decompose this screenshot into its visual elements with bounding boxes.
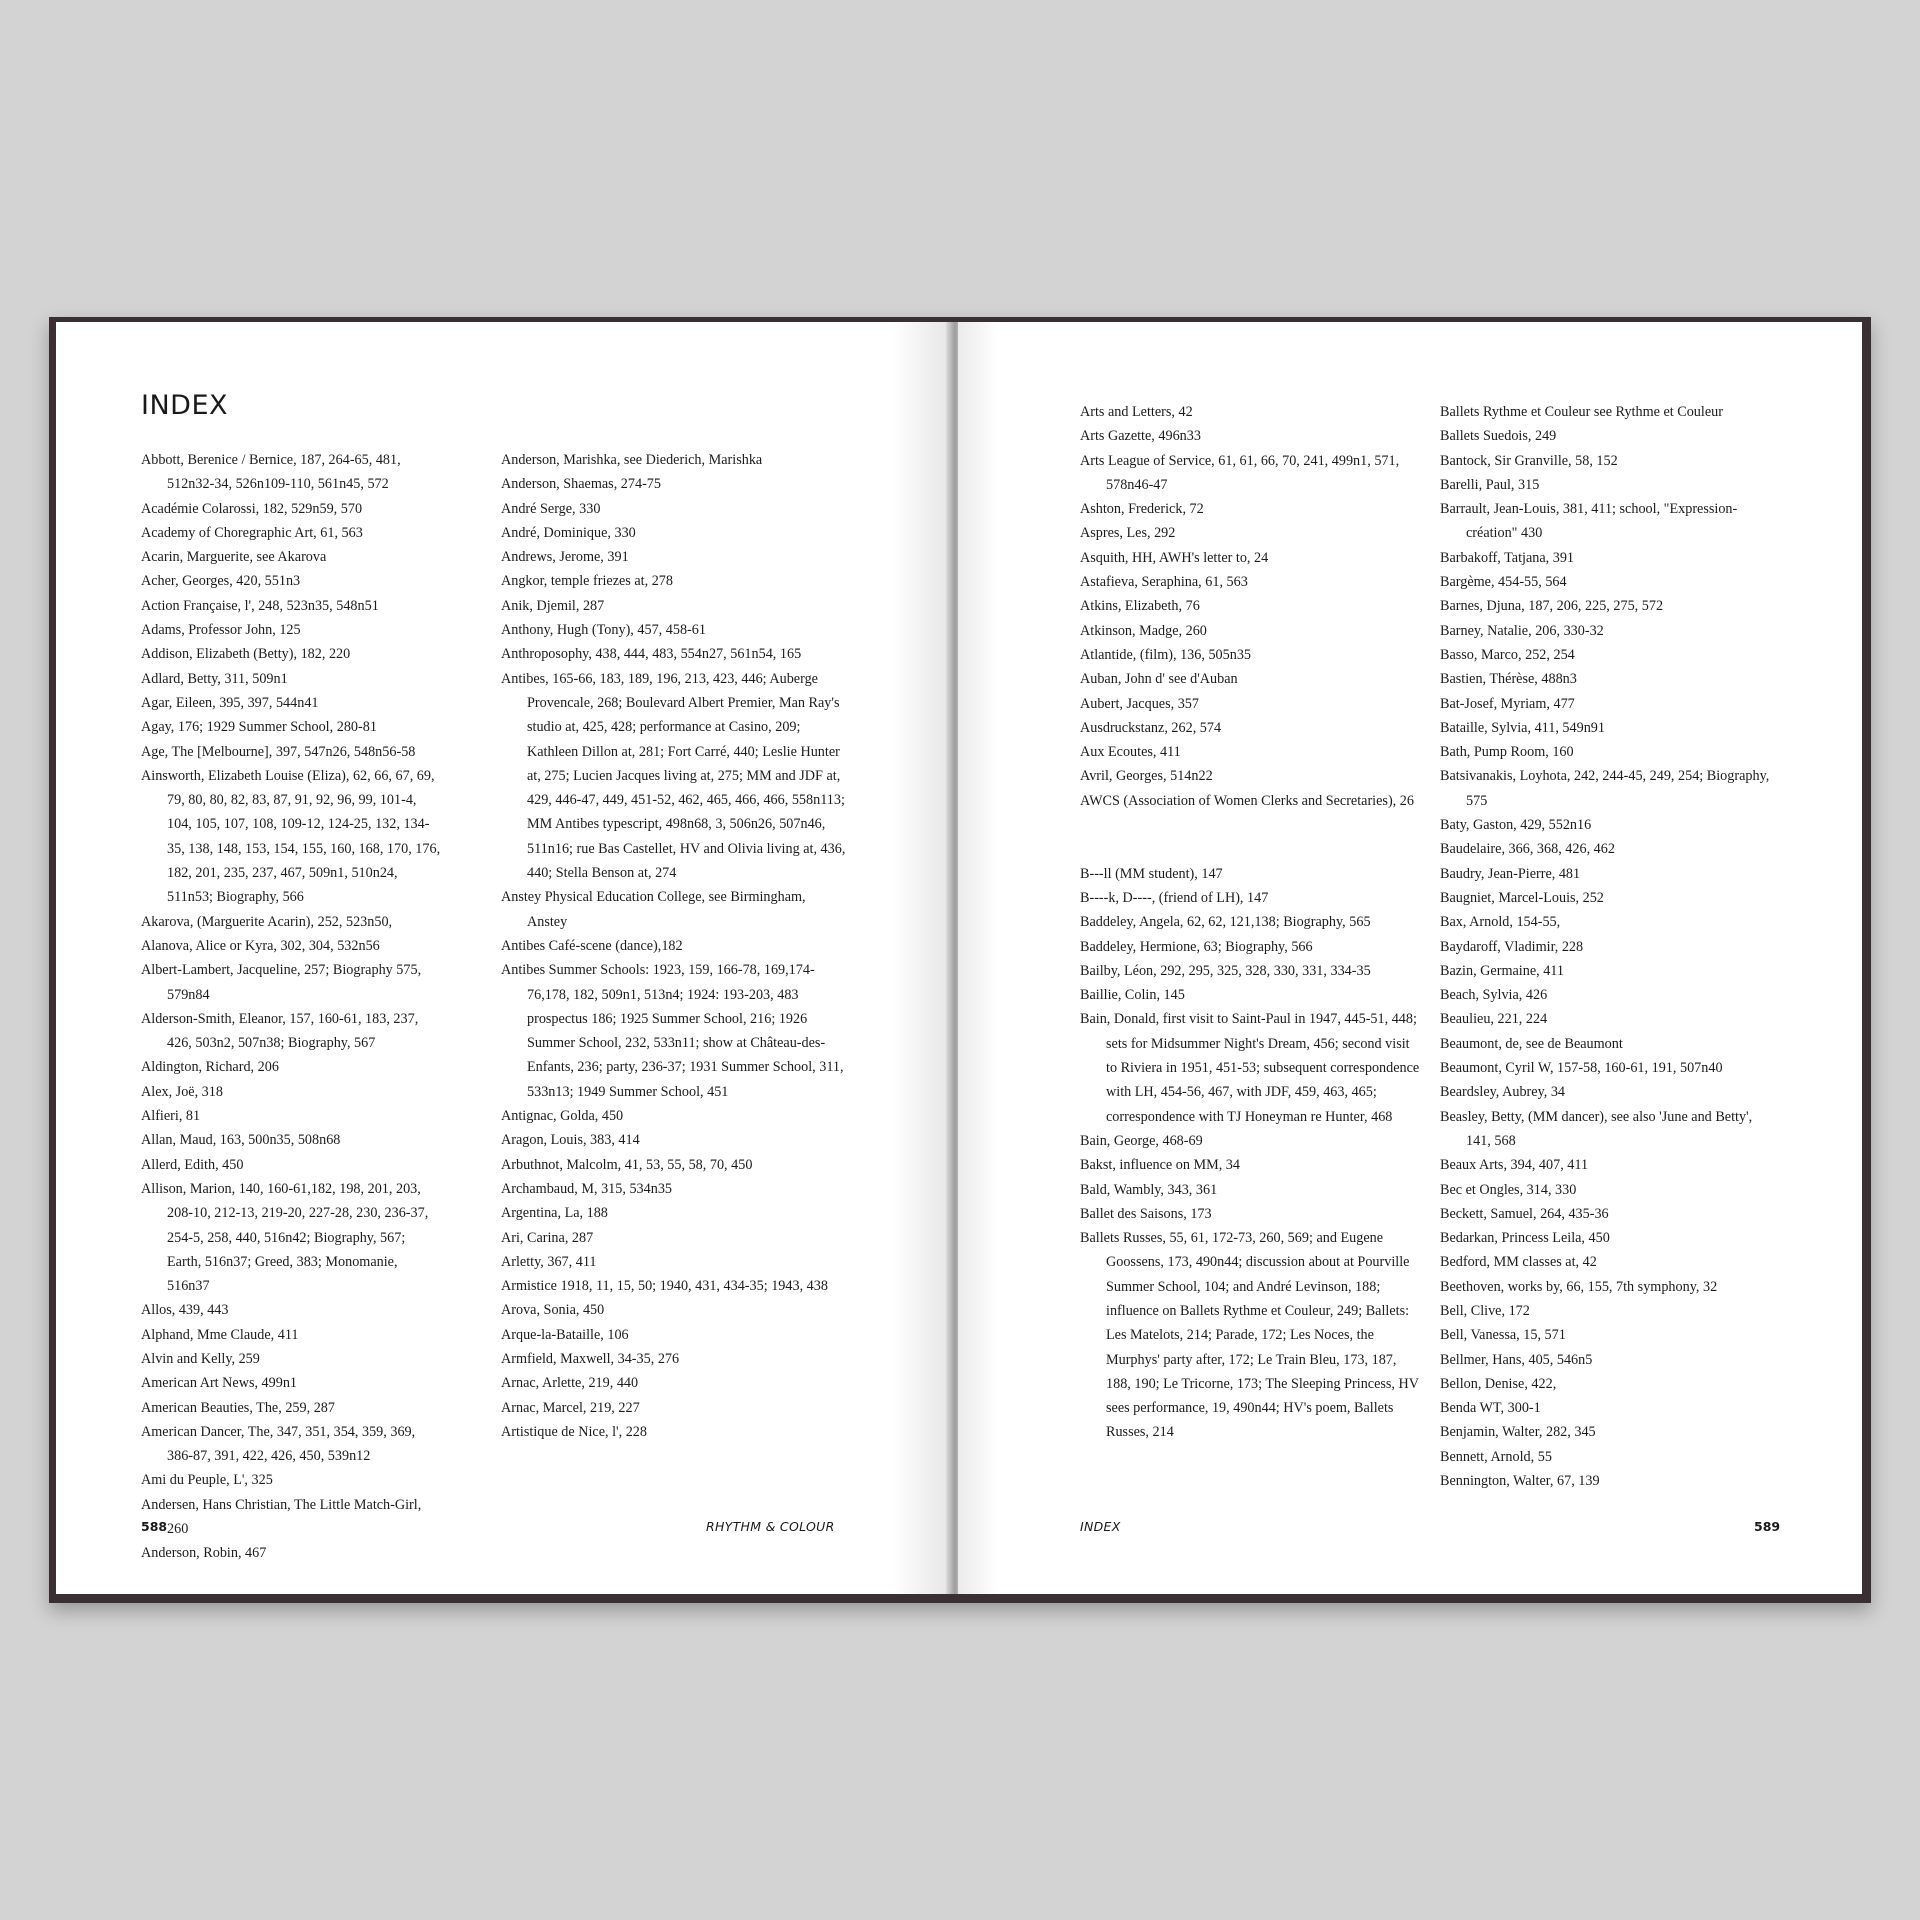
index-entry: Basso, Marco, 252, 254 [1440, 646, 1575, 663]
page-number-left: 588 [141, 1519, 168, 1534]
index-entry: Ballets Rythme et Couleur see Rythme et Couleur [1440, 404, 1723, 420]
index-entry: Ballet des Saisons, 173 [1080, 1205, 1212, 1222]
index-entry: Acarin, Marguerite, see Akarova [141, 549, 327, 566]
index-entry: Barney, Natalie, 206, 330-32 [1440, 622, 1604, 639]
index-entry: Astafieva, Seraphina, 61, 563 [1080, 574, 1248, 591]
index-entry: Archambaud, M, 315, 534n35 [501, 1180, 673, 1197]
index-entry: Baddeley, Angela, 62, 62, 121,138; Biography, 565 [1080, 914, 1371, 931]
index-entry: Beaumont, Cyril W, 157-58, 160-61, 191, 507n40 [1440, 1060, 1723, 1077]
index-entry: Bedford, MM classes at, 42 [1440, 1254, 1597, 1271]
index-entry: Batsivanakis, Loyhota, 242, 244-45, 249, 254; Biography, 575 [1440, 768, 1770, 809]
index-entry: Bazin, Germaine, 411 [1440, 962, 1564, 979]
index-entry: Baydaroff, Vladimir, 228 [1440, 938, 1584, 955]
left-page [56, 322, 952, 1594]
index-entry: Allan, Maud, 163, 500n35, 508n68 [141, 1132, 341, 1149]
index-entry: Armistice 1918, 11, 15, 50; 1940, 431, 434-35; 1943, 438 [501, 1278, 828, 1295]
index-entry: Allerd, Edith, 450 [141, 1156, 244, 1173]
index-entry: Beaux Arts, 394, 407, 411 [1440, 1157, 1589, 1174]
index-entry: André, Dominique, 330 [501, 524, 636, 541]
index-entry: Andrews, Jerome, 391 [501, 549, 629, 566]
index-entry: Bain, Donald, first visit to Saint-Paul in 1947, 445-51, 448; sets for Midsummer Night's Dream, 456; second visit to Riviera in 1951, 451-53; subsequent correspondence with LH, 454-56, 467, with JDF, 459, 463, 465; correspondence with TJ Honeyman re Hunter, 468 [1080, 1011, 1420, 1125]
running-head-left: RHYTHM & COLOUR [706, 1519, 835, 1534]
index-entry: Antibes Café-scene (dance),182 [501, 937, 683, 954]
index-entry: American Dancer, The, 347, 351, 354, 359, 369, 386-87, 391, 422, 426, 450, 539n12 [141, 1423, 416, 1465]
index-entry: Baty, Gaston, 429, 552n16 [1440, 817, 1592, 834]
index-entry: Alfieri, 81 [141, 1108, 201, 1125]
index-entry: Ballets Suedois, 249 [1440, 428, 1557, 445]
index-entry: André Serge, 330 [501, 500, 601, 517]
index-entry: Ballets Russes, 55, 61, 172-73, 260, 569; and Eugene Goossens, 173, 490n44; discussion about at Pourville Summer School, 104; and André Levinson, 188; influence on Ballets Rythme et Couleur, 249; Ballets: Les Matelots, 214; Parade, 172; Les Noces, the Murphys' party after, 172; Le Train Bleu, 173, 187, 188, 190; Le Tricorne, 173; The Sleeping Princess, HV sees performance, 19, 490n44; HV's poem, Ballets Russes, 214 [1080, 1230, 1419, 1441]
index-entry: Alex, Joë, 318 [141, 1083, 223, 1100]
index-entry: Anderson, Marishka, see Diederich, Marishka [501, 452, 763, 468]
index-entry: Ami du Peuple, L', 325 [141, 1472, 273, 1489]
index-entry: Bec et Ongles, 314, 330 [1440, 1181, 1577, 1198]
index-entry: Anik, Djemil, 287 [501, 597, 605, 614]
index-entry: Bastien, Thérèse, 488n3 [1440, 671, 1577, 688]
index-column-2 [501, 448, 846, 1444]
index-entry: Beardsley, Aubrey, 34 [1440, 1084, 1566, 1101]
index-entry: Bargème, 454-55, 564 [1440, 574, 1567, 591]
index-entry: Anderson, Robin, 467 [141, 1545, 267, 1562]
index-entry: Arque-la-Bataille, 106 [501, 1326, 629, 1343]
index-entry: Anderson, Shaemas, 274-75 [501, 476, 661, 493]
index-entry: Arnac, Marcel, 219, 227 [501, 1399, 640, 1416]
index-entry: Bell, Vanessa, 15, 571 [1440, 1327, 1566, 1344]
index-entry: Bailby, Léon, 292, 295, 325, 328, 330, 331, 334-35 [1080, 962, 1371, 979]
index-entry: Auban, John d' see d'Auban [1080, 671, 1238, 688]
index-entry: AWCS (Association of Women Clerks and Secretaries), 26 [1080, 792, 1414, 809]
index-entry: Bald, Wambly, 343, 361 [1080, 1181, 1218, 1198]
index-entry: Acher, Georges, 420, 551n3 [141, 573, 301, 590]
index-entry: Bellmer, Hans, 405, 546n5 [1440, 1351, 1593, 1368]
index-entry: Bennett, Arnold, 55 [1440, 1448, 1552, 1465]
index-entry: Antibes, 165-66, 183, 189, 196, 213, 423, 446; Auberge Provencale, 268; Boulevard Albert Premier, Man Ray's studio at, 425, 428; performance at Casino, 209; Kathleen Dillon at, 281; Fort Carré, 440; Leslie Hunter at, 275; Lucien Jacques living at, 275; MM and JDF at, 429, 446-47, 449, 451-52, 462, 465, 466, 466, 558n113; MM Antibes typescript, 498n68, 3, 506n26, 507n46, 511n16; rue Bas Castellet, HV and Olivia living at, 436, 440; Stella Benson at, 274 [501, 670, 846, 882]
index-entry: Bakst, influence on MM, 34 [1080, 1157, 1240, 1174]
index-entry: B----k, D----, (friend of LH), 147 [1080, 889, 1269, 906]
index-entry: Arts Gazette, 496n33 [1080, 428, 1201, 445]
index-entry: Bennington, Walter, 67, 139 [1440, 1473, 1600, 1490]
index-entry: Arletty, 367, 411 [501, 1253, 597, 1270]
index-entry: Barelli, Paul, 315 [1440, 476, 1540, 493]
section-gap [1080, 813, 1420, 862]
index-entry: Barnes, Djuna, 187, 206, 225, 275, 572 [1440, 598, 1664, 615]
index-entry: Ashton, Frederick, 72 [1080, 501, 1204, 518]
index-entry: Aldington, Richard, 206 [141, 1059, 279, 1076]
index-entry: American Beauties, The, 259, 287 [141, 1399, 335, 1416]
index-entry: Aux Ecoutes, 411 [1080, 744, 1181, 761]
index-entry: Avril, Georges, 514n22 [1080, 768, 1213, 785]
index-entry: Bantock, Sir Granville, 58, 152 [1440, 452, 1618, 469]
index-entry: Arova, Sonia, 450 [501, 1302, 605, 1319]
index-entry: Baudelaire, 366, 368, 426, 462 [1440, 841, 1615, 858]
gutter-shadow-right [958, 322, 998, 1594]
index-entry: Aspres, Les, 292 [1080, 525, 1176, 542]
index-entry: Antibes Summer Schools: 1923, 159, 166-78, 169,174-76,178, 182, 509n1, 513n4; 1924: 193-203, 483 prospectus 186; 1925 Summer School, 216; 1926 Summer School, 232, 533n11; show at Château-des-Enfants, 236; party, 236-37; 1931 Summer School, 311, 533n13; 1949 Summer School, 451 [501, 962, 844, 1100]
index-entry: Académie Colarossi, 182, 529n59, 570 [141, 500, 363, 517]
index-entry: Argentina, La, 188 [501, 1205, 608, 1222]
running-head-right: INDEX [1080, 1519, 1121, 1534]
index-entry: Barrault, Jean-Louis, 381, 411; school, "Expression-création" 430 [1440, 501, 1738, 542]
index-entry: Bat-Josef, Myriam, 477 [1440, 695, 1575, 712]
index-entry: Baddeley, Hermione, 63; Biography, 566 [1080, 938, 1313, 955]
index-entry: Bellon, Denise, 422, [1440, 1375, 1557, 1392]
index-entry: Barbakoff, Tatjana, 391 [1440, 549, 1575, 566]
index-entry: Arts and Letters, 42 [1080, 404, 1193, 420]
index-entry: Antignac, Golda, 450 [501, 1108, 624, 1125]
index-entry: Bell, Clive, 172 [1440, 1302, 1530, 1319]
index-entry: Action Française, l', 248, 523n35, 548n51 [141, 597, 379, 614]
index-entry: Andersen, Hans Christian, The Little Match-Girl, 260 [141, 1496, 422, 1538]
index-entry: Bax, Arnold, 154-55, [1440, 914, 1561, 931]
index-entry: Aragon, Louis, 383, 414 [501, 1132, 640, 1149]
index-entry: Beckett, Samuel, 264, 435-36 [1440, 1205, 1609, 1222]
index-entry: Asquith, HH, AWH's letter to, 24 [1080, 549, 1269, 566]
index-entry: Arbuthnot, Malcolm, 41, 53, 55, 58, 70, 450 [501, 1156, 753, 1173]
index-entry: Benjamin, Walter, 282, 345 [1440, 1424, 1596, 1441]
index-entry: Bath, Pump Room, 160 [1440, 744, 1574, 761]
index-title: INDEX [141, 390, 229, 421]
index-entry: B---ll (MM student), 147 [1080, 865, 1223, 882]
index-entry: Addison, Elizabeth (Betty), 182, 220 [141, 646, 351, 663]
index-entry: Beethoven, works by, 66, 155, 7th symphony, 32 [1440, 1278, 1718, 1295]
index-entry: Age, The [Melbourne], 397, 547n26, 548n56-58 [141, 743, 416, 760]
index-entry: Anstey Physical Education College, see Birmingham, Anstey [501, 889, 806, 930]
index-column-3 [1080, 400, 1420, 1445]
index-entry: Ausdruckstanz, 262, 574 [1080, 719, 1222, 736]
index-entry: Atkins, Elizabeth, 76 [1080, 598, 1200, 615]
index-entry: Beaulieu, 221, 224 [1440, 1011, 1548, 1028]
index-entry: Albert-Lambert, Jacqueline, 257; Biography 575, 579n84 [141, 962, 422, 1003]
index-entry: Arts League of Service, 61, 61, 66, 70, 241, 499n1, 571, 578n46-47 [1080, 452, 1400, 493]
index-entry: Bedarkan, Princess Leila, 450 [1440, 1230, 1610, 1247]
page-number-right: 589 [1754, 1519, 1781, 1534]
index-entry: Abbott, Berenice / Bernice, 187, 264-65, 481, 512n32-34, 526n109-110, 561n45, 572 [141, 452, 401, 493]
index-entry: Akarova, (Marguerite Acarin), 252, 523n50, [141, 913, 393, 930]
index-entry: Agar, Eileen, 395, 397, 544n41 [141, 694, 319, 711]
index-entry: American Art News, 499n1 [141, 1375, 298, 1392]
index-entry: Baudry, Jean-Pierre, 481 [1440, 865, 1581, 882]
gutter-shadow-left [892, 322, 952, 1594]
index-entry: Anthroposophy, 438, 444, 483, 554n27, 561n54, 165 [501, 646, 802, 663]
index-entry: Atlantide, (film), 136, 505n35 [1080, 646, 1252, 663]
index-entry: Adams, Professor John, 125 [141, 622, 301, 639]
index-entry: Benda WT, 300-1 [1440, 1400, 1541, 1417]
index-entry: Beach, Sylvia, 426 [1440, 987, 1548, 1004]
index-entry: Angkor, temple friezes at, 278 [501, 573, 673, 590]
index-entry: Alderson-Smith, Eleanor, 157, 160-61, 183, 237, 426, 503n2, 507n38; Biography, 567 [141, 1010, 419, 1052]
index-entry: Allison, Marion, 140, 160-61,182, 198, 201, 203, 208-10, 212-13, 219-20, 227-28, 230, 236-37, 254-5, 258, 440, 516n42; Biography, 567; Earth, 516n37; Greed, 383; Monomanie, 516n37 [141, 1180, 429, 1295]
index-entry: Agay, 176; 1929 Summer School, 280-81 [141, 719, 377, 736]
index-entry: Academy of Choregraphic Art, 61, 563 [141, 524, 363, 541]
index-entry: Adlard, Betty, 311, 509n1 [141, 670, 288, 687]
index-entry: Armfield, Maxwell, 34-35, 276 [501, 1350, 680, 1367]
index-entry: Baugniet, Marcel-Louis, 252 [1440, 889, 1604, 906]
index-entry: Bain, George, 468-69 [1080, 1132, 1203, 1149]
index-entry: Bataille, Sylvia, 411, 549n91 [1440, 719, 1605, 736]
index-entry: Baillie, Colin, 145 [1080, 987, 1185, 1004]
index-entry: Alvin and Kelly, 259 [141, 1350, 260, 1367]
right-page [958, 322, 1862, 1594]
index-entry: Aubert, Jacques, 357 [1080, 695, 1199, 712]
index-entry: Anthony, Hugh (Tony), 457, 458-61 [501, 622, 706, 639]
index-entry: Ainsworth, Elizabeth Louise (Eliza), 62, 66, 67, 69, 79, 80, 80, 82, 83, 87, 91, 92, 96, 99, 101-4, 104, 105, 107, 108, 109-12, 124-25, 132, 134-35, 138, 148, 153, 154, 155, 160, 168, 170, 176, 182, 201, 235, 237, 467, 509n1, 510n24, 511n53; Biography, 566 [141, 767, 441, 906]
index-entry: Artistique de Nice, l', 228 [501, 1423, 647, 1440]
index-entry: Allos, 439, 443 [141, 1302, 229, 1319]
index-entry: Beaumont, de, see de Beaumont [1440, 1035, 1623, 1052]
index-entry: Alanova, Alice or Kyra, 302, 304, 532n56 [141, 937, 380, 954]
index-entry: Atkinson, Madge, 260 [1080, 622, 1207, 639]
index-entry: Alphand, Mme Claude, 411 [141, 1326, 299, 1343]
index-column-1 [141, 448, 441, 1566]
index-entry: Ari, Carina, 287 [501, 1229, 594, 1246]
index-entry: Arnac, Arlette, 219, 440 [501, 1375, 639, 1392]
index-entry: Beasley, Betty, (MM dancer), see also 'June and Betty', 141, 568 [1440, 1108, 1753, 1149]
index-column-4 [1440, 400, 1780, 1493]
